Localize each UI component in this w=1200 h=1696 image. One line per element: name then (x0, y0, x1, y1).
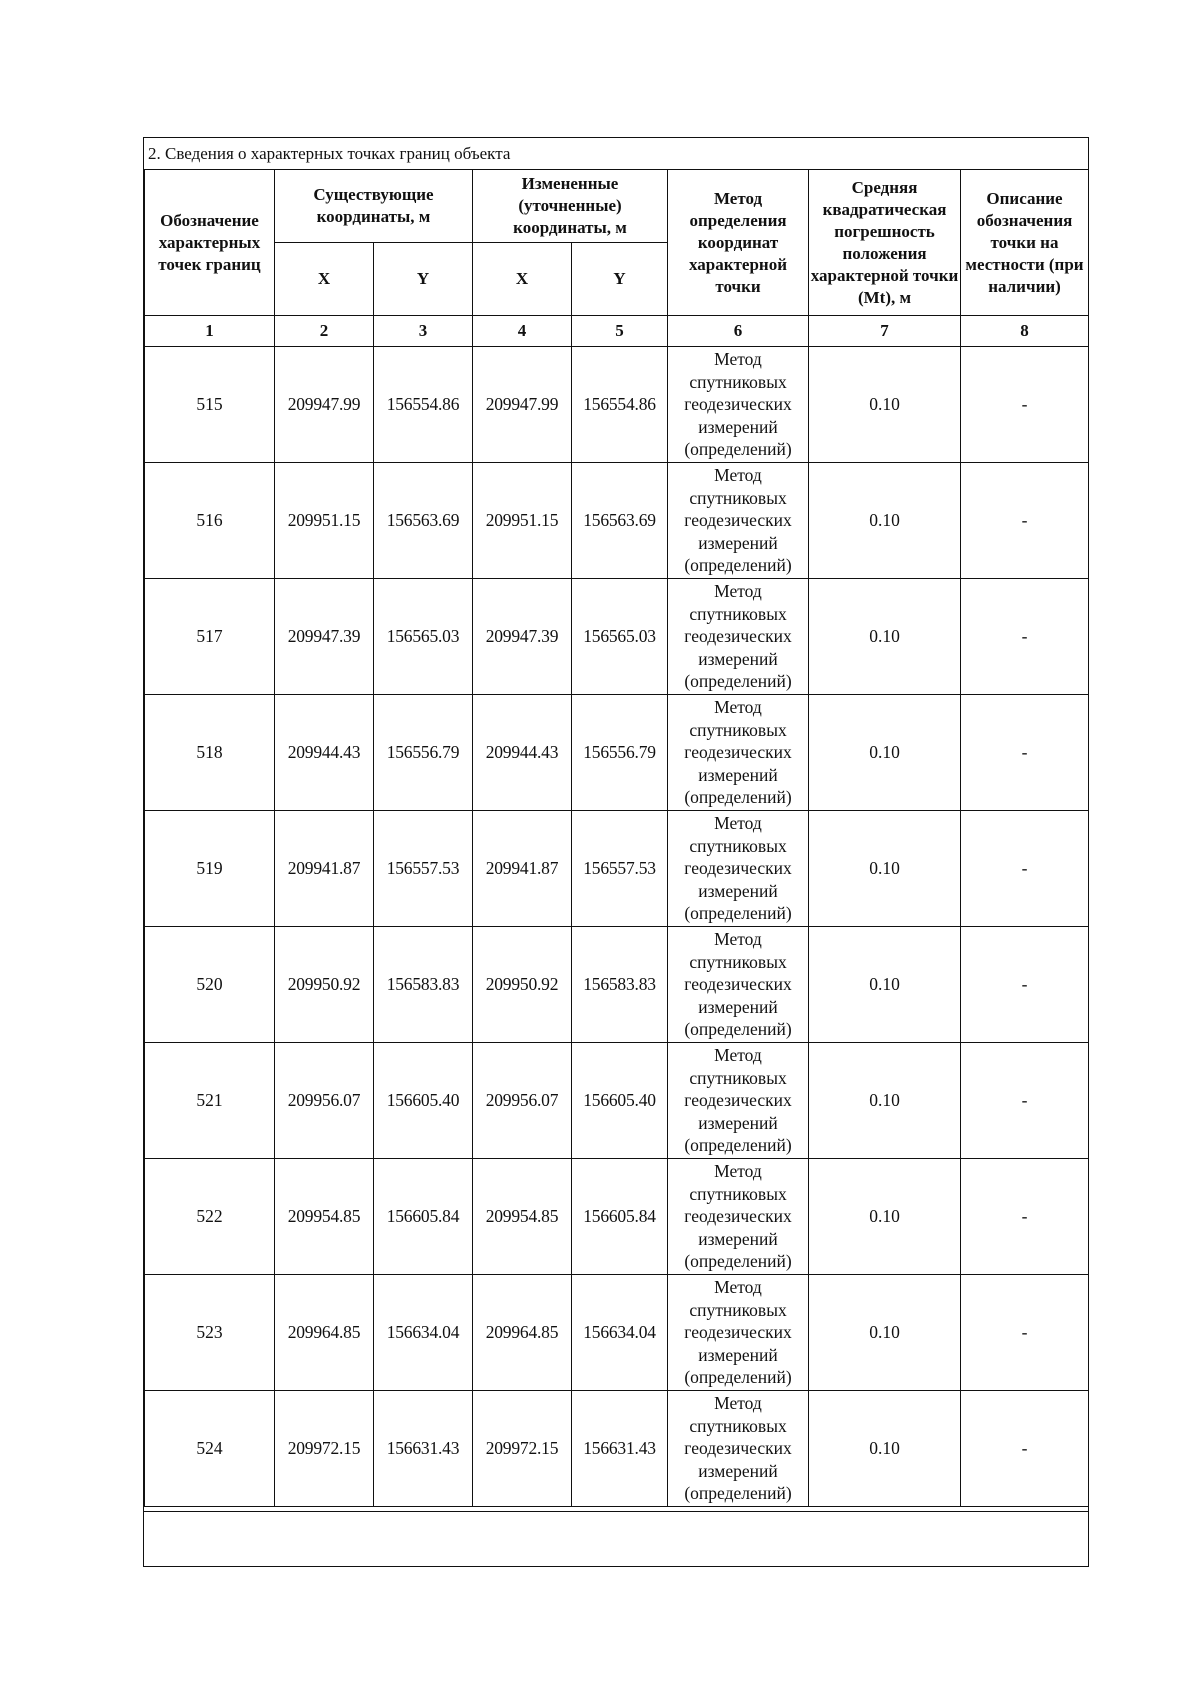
existing-y: 156634.04 (374, 1275, 473, 1391)
point-id: 520 (145, 927, 275, 1043)
updated-x: 209951.15 (473, 463, 572, 579)
existing-x: 209951.15 (275, 463, 374, 579)
updated-y: 156583.83 (572, 927, 668, 1043)
description: - (961, 927, 1089, 1043)
method: Метод спутниковых геодезических измерений (определений) (668, 1043, 809, 1159)
table-row (145, 347, 1089, 463)
updated-y: 156631.43 (572, 1391, 668, 1507)
existing-x: 209956.07 (275, 1043, 374, 1159)
method: Метод спутниковых геодезических измерений (определений) (668, 695, 809, 811)
table-row (145, 463, 1089, 579)
header-existing-coordinates: Существующие координаты, м (275, 170, 473, 243)
header-description: Описание обозначения точки на местности (при наличии) (961, 170, 1089, 316)
updated-x: 209947.99 (473, 347, 572, 463)
header-row (145, 170, 1089, 243)
point-id: 519 (145, 811, 275, 927)
description: - (961, 1275, 1089, 1391)
description: - (961, 347, 1089, 463)
point-id: 518 (145, 695, 275, 811)
column-number: 8 (961, 316, 1089, 347)
existing-x: 209964.85 (275, 1275, 374, 1391)
description: - (961, 1159, 1089, 1275)
existing-y: 156583.83 (374, 927, 473, 1043)
updated-x: 209964.85 (473, 1275, 572, 1391)
updated-y: 156605.84 (572, 1159, 668, 1275)
table-row (145, 1391, 1089, 1507)
existing-x: 209947.99 (275, 347, 374, 463)
description: - (961, 1391, 1089, 1507)
boundary-points-table (144, 169, 1089, 1507)
mean-error: 0.10 (809, 695, 961, 811)
updated-x: 209947.39 (473, 579, 572, 695)
method: Метод спутниковых геодезических измерений (определений) (668, 927, 809, 1043)
section-title: 2. Сведения о характерных точках границ объекта (148, 144, 511, 163)
existing-y: 156557.53 (374, 811, 473, 927)
updated-y: 156563.69 (572, 463, 668, 579)
column-number-row (145, 316, 1089, 347)
updated-x: 209944.43 (473, 695, 572, 811)
header-updated-x: X (473, 243, 572, 316)
method: Метод спутниковых геодезических измерений (определений) (668, 579, 809, 695)
updated-y: 156634.04 (572, 1275, 668, 1391)
updated-y: 156554.86 (572, 347, 668, 463)
existing-y: 156605.40 (374, 1043, 473, 1159)
description: - (961, 463, 1089, 579)
existing-y: 156556.79 (374, 695, 473, 811)
existing-x: 209950.92 (275, 927, 374, 1043)
table-row (145, 579, 1089, 695)
description: - (961, 1043, 1089, 1159)
header-method: Метод определения координат характерной точки (668, 170, 809, 316)
mean-error: 0.10 (809, 579, 961, 695)
updated-y: 156557.53 (572, 811, 668, 927)
point-id: 517 (145, 579, 275, 695)
column-number: 6 (668, 316, 809, 347)
existing-x: 209972.15 (275, 1391, 374, 1507)
table-row (145, 695, 1089, 811)
column-number: 5 (572, 316, 668, 347)
mean-error: 0.10 (809, 1391, 961, 1507)
existing-x: 209947.39 (275, 579, 374, 695)
mean-error: 0.10 (809, 927, 961, 1043)
method: Метод спутниковых геодезических измерений (определений) (668, 463, 809, 579)
updated-y: 156605.40 (572, 1043, 668, 1159)
column-number: 4 (473, 316, 572, 347)
header-point-designation: Обозначение характерных точек границ (145, 170, 275, 316)
point-id: 516 (145, 463, 275, 579)
header-updated-coordinates: Измененные (уточненные) координаты, м (473, 170, 668, 243)
point-id: 523 (145, 1275, 275, 1391)
existing-x: 209941.87 (275, 811, 374, 927)
existing-y: 156565.03 (374, 579, 473, 695)
existing-x: 209944.43 (275, 695, 374, 811)
updated-x: 209950.92 (473, 927, 572, 1043)
table-row (145, 1275, 1089, 1391)
existing-y: 156554.86 (374, 347, 473, 463)
table-row (145, 1043, 1089, 1159)
point-id: 521 (145, 1043, 275, 1159)
column-number: 2 (275, 316, 374, 347)
empty-bottom-row (144, 1511, 1088, 1512)
method: Метод спутниковых геодезических измерений (определений) (668, 1391, 809, 1507)
mean-error: 0.10 (809, 1275, 961, 1391)
mean-error: 0.10 (809, 1159, 961, 1275)
header-mean-error: Средняя квадратическая погрешность положения характерной точки (Mt), м (809, 170, 961, 316)
existing-y: 156605.84 (374, 1159, 473, 1275)
method: Метод спутниковых геодезических измерений (определений) (668, 1159, 809, 1275)
method: Метод спутниковых геодезических измерений (определений) (668, 347, 809, 463)
column-number: 7 (809, 316, 961, 347)
mean-error: 0.10 (809, 463, 961, 579)
existing-x: 209954.85 (275, 1159, 374, 1275)
existing-y: 156563.69 (374, 463, 473, 579)
mean-error: 0.10 (809, 811, 961, 927)
header-existing-x: X (275, 243, 374, 316)
point-id: 515 (145, 347, 275, 463)
updated-x: 209956.07 (473, 1043, 572, 1159)
column-number: 3 (374, 316, 473, 347)
point-id: 524 (145, 1391, 275, 1507)
updated-y: 156556.79 (572, 695, 668, 811)
method: Метод спутниковых геодезических измерений (определений) (668, 811, 809, 927)
mean-error: 0.10 (809, 1043, 961, 1159)
table-row (145, 811, 1089, 927)
method: Метод спутниковых геодезических измерений (определений) (668, 1275, 809, 1391)
updated-x: 209972.15 (473, 1391, 572, 1507)
updated-x: 209941.87 (473, 811, 572, 927)
description: - (961, 579, 1089, 695)
updated-y: 156565.03 (572, 579, 668, 695)
existing-y: 156631.43 (374, 1391, 473, 1507)
table-row (145, 1159, 1089, 1275)
description: - (961, 695, 1089, 811)
mean-error: 0.10 (809, 347, 961, 463)
document-sheet (143, 137, 1089, 1567)
description: - (961, 811, 1089, 927)
table-row (145, 927, 1089, 1043)
point-id: 522 (145, 1159, 275, 1275)
header-existing-y: Y (374, 243, 473, 316)
header-updated-y: Y (572, 243, 668, 316)
column-number: 1 (145, 316, 275, 347)
updated-x: 209954.85 (473, 1159, 572, 1275)
